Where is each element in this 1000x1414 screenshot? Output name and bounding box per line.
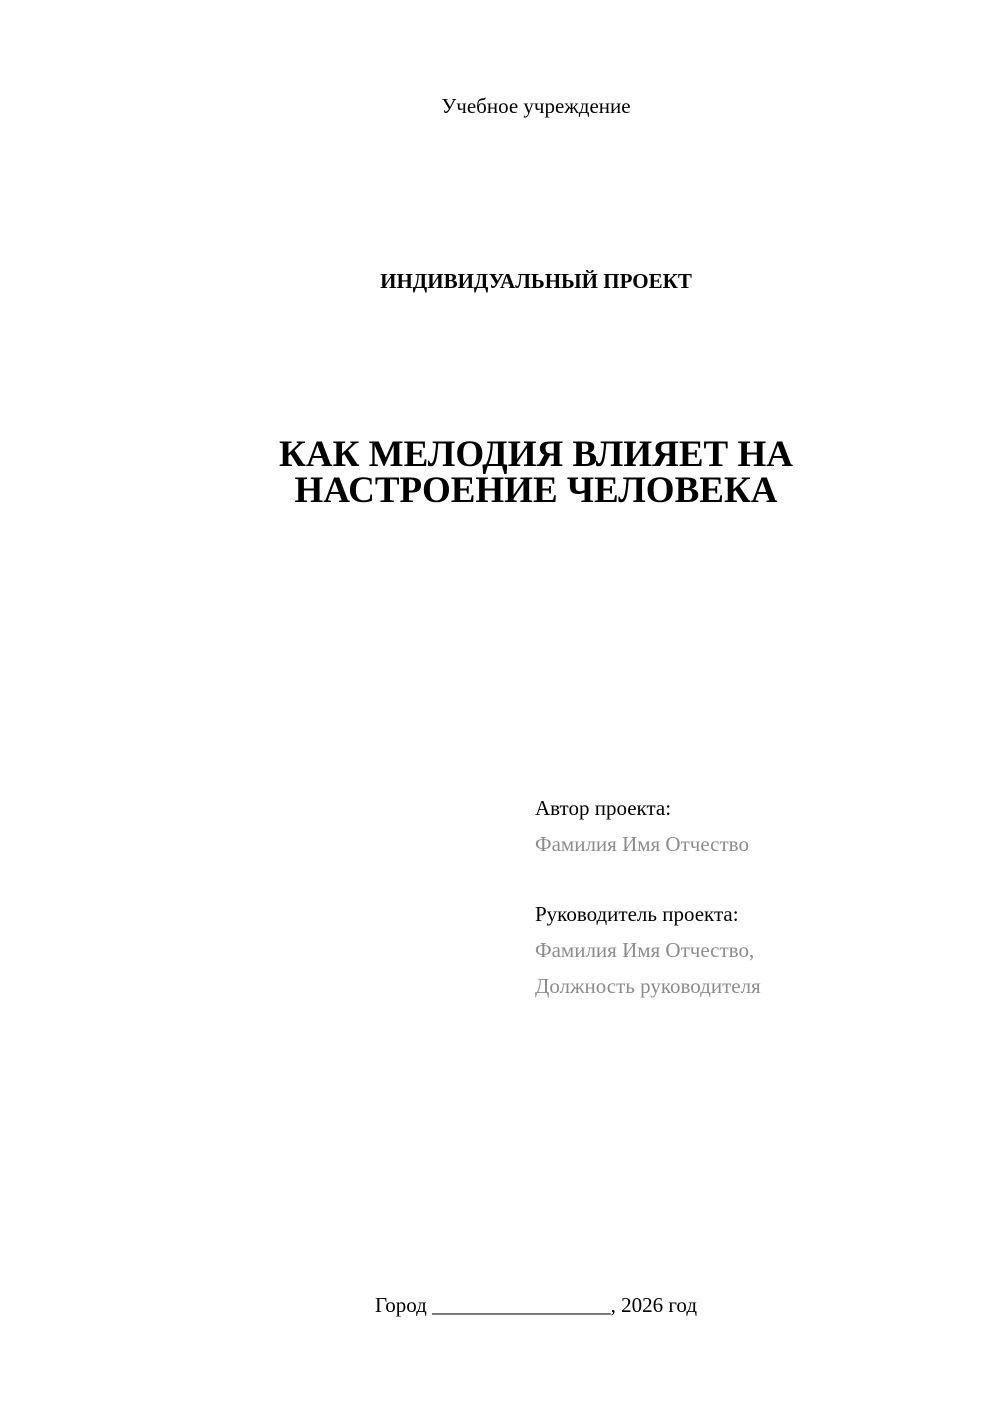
credits-block	[535, 790, 975, 1004]
supervisor-label: Руководитель проекта:	[535, 902, 739, 926]
credits-spacer	[535, 862, 975, 896]
supervisor-name: Фамилия Имя Отчество,	[535, 938, 755, 962]
city-year-line: Город _________________, 2026 год	[374, 1293, 698, 1317]
author-label: Автор проекта:	[535, 796, 672, 820]
project-title-line-2: НАСТРОЕНИЕ ЧЕЛОВЕКА	[294, 470, 778, 511]
supervisor-position: Должность руководителя	[535, 974, 761, 998]
project-title	[0, 434, 1000, 511]
author-name: Фамилия Имя Отчество	[535, 832, 749, 856]
project-type-heading: ИНДИВИДУАЛЬНЫЙ ПРОЕКТ	[380, 269, 692, 293]
institution-name: Учебное учреждение	[441, 94, 631, 118]
project-title-line-1: КАК МЕЛОДИЯ ВЛИЯЕТ НА	[279, 434, 793, 475]
